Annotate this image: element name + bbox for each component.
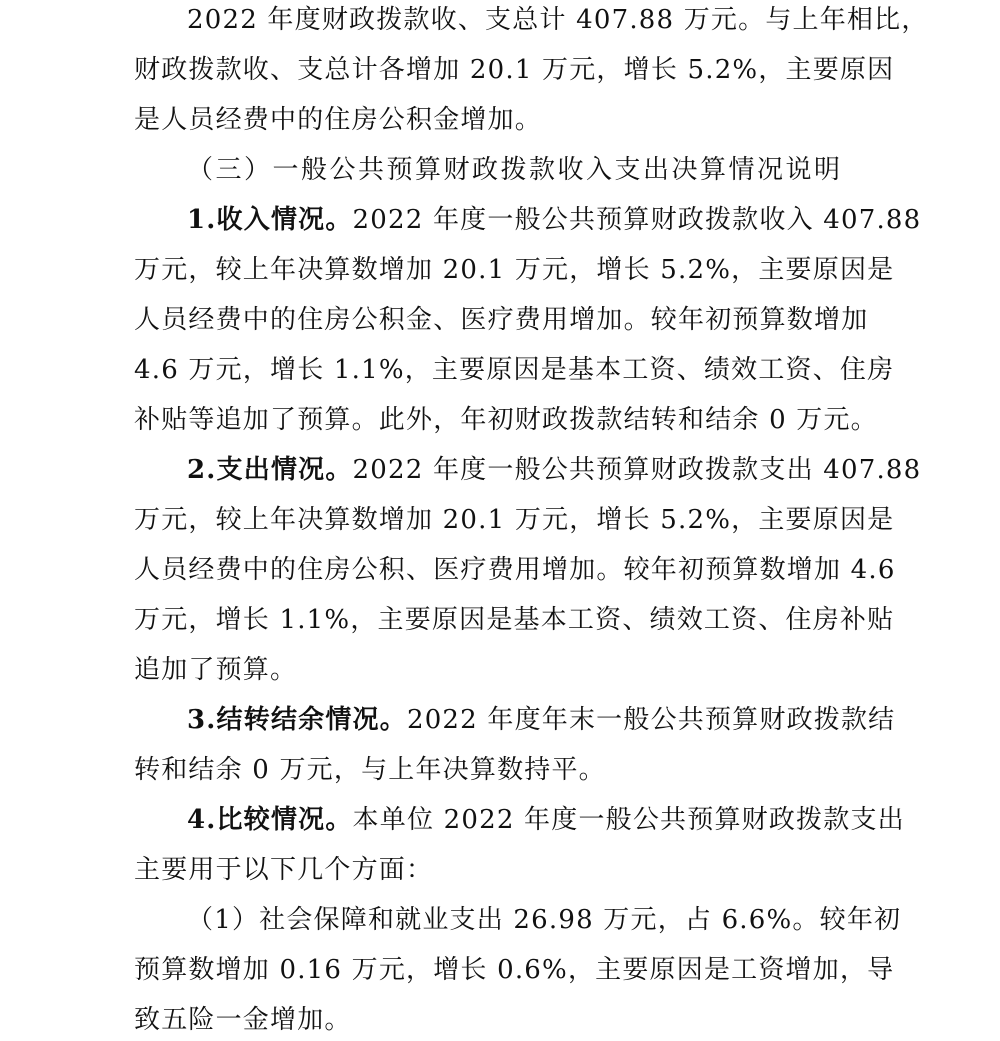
- text-line: [187, 802, 1000, 838]
- text-line: [134, 502, 1000, 538]
- text-span: 万元，较上年决算数增加 20.1 万元，增长 5.2%，主要原因是: [134, 505, 895, 535]
- text-span: 人员经费中的住房公积金、医疗费用增加。较年初预算数增加: [134, 305, 869, 335]
- text-line: [134, 652, 1000, 688]
- text-line: [134, 752, 1000, 788]
- text-line: [187, 2, 1000, 38]
- text-line: [134, 602, 1000, 638]
- text-span: 2022 年度一般公共预算财政拨款收入 407.88: [352, 205, 922, 235]
- text-span: 预算数增加 0.16 万元，增长 0.6%，主要原因是工资增加，导: [134, 955, 895, 985]
- text-span: 财政拨款收、支总计各增加 20.1 万元，增长 5.2%，主要原因: [134, 55, 895, 85]
- text-span: 万元，较上年决算数增加 20.1 万元，增长 5.2%，主要原因是: [134, 255, 895, 285]
- text-span: 2022 年度一般公共预算财政拨款支出 407.88: [352, 455, 922, 485]
- text-span: （1）社会保障和就业支出 26.98 万元，占 6.6%。较年初: [187, 905, 902, 935]
- text-span: 万元，增长 1.1%，主要原因是基本工资、绩效工资、住房补贴: [134, 605, 895, 635]
- text-line: [134, 102, 1000, 138]
- text-line: [134, 352, 1000, 388]
- text-span: 人员经费中的住房公积、医疗费用增加。较年初预算数增加 4.6: [134, 555, 896, 585]
- subheading: 4.比较情况。: [187, 805, 353, 835]
- text-span: 致五险一金增加。: [134, 1005, 352, 1035]
- subheading: 1.收入情况。: [187, 205, 353, 235]
- subheading: 3.结转结余情况。: [187, 705, 407, 735]
- text-line: [134, 302, 1000, 338]
- text-span: 追加了预算。: [134, 655, 298, 685]
- text-line: [187, 902, 1000, 938]
- text-line: [134, 402, 1000, 438]
- text-line: [134, 52, 1000, 88]
- text-line: [187, 702, 1000, 738]
- text-span: 2022 年度财政拨款收、支总计 407.88 万元。与上年相比，: [187, 5, 929, 35]
- text-span: 补贴等追加了预算。此外，年初财政拨款结转和结余 0 万元。: [134, 405, 878, 435]
- text-line: [134, 252, 1000, 288]
- section-heading: [187, 152, 1000, 188]
- text-span: 主要用于以下几个方面：: [134, 855, 434, 885]
- text-line: [134, 952, 1000, 988]
- text-line: [134, 552, 1000, 588]
- text-span: 本单位 2022 年度一般公共预算财政拨款支出: [352, 805, 905, 835]
- text-span: 是人员经费中的住房公积金增加。: [134, 105, 543, 135]
- text-line: [134, 852, 1000, 888]
- text-line: [187, 202, 1000, 238]
- text-span: 4.6 万元，增长 1.1%，主要原因是基本工资、绩效工资、住房: [134, 355, 895, 385]
- text-span: （三）一般公共预算财政拨款收入支出决算情况说明: [187, 155, 843, 185]
- text-line: [187, 452, 1000, 488]
- text-span: 2022 年度年末一般公共预算财政拨款结: [406, 705, 896, 735]
- text-span: 转和结余 0 万元，与上年决算数持平。: [134, 755, 606, 785]
- text-line: [134, 1002, 1000, 1038]
- subheading: 2.支出情况。: [187, 455, 353, 485]
